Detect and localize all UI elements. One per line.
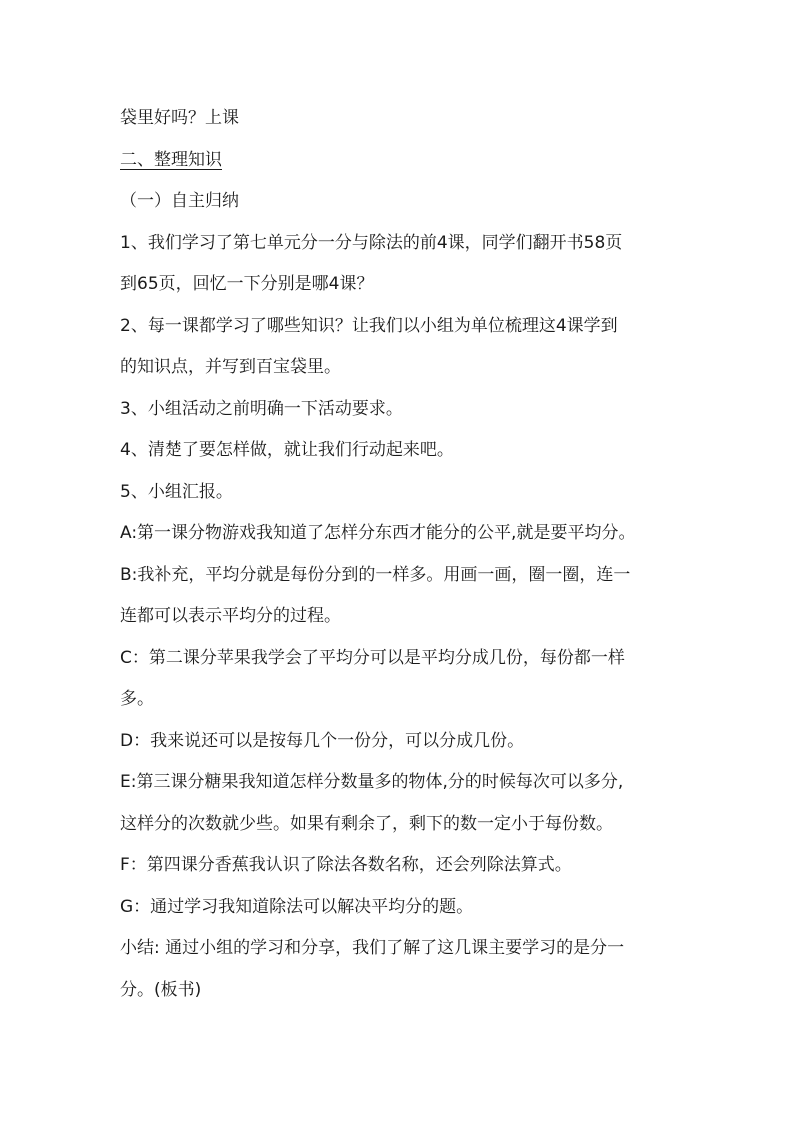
text-line: B:我补充，平均分就是每份分到的一样多。用画一画，圈一圈，连一 [120,564,631,585]
text-line: 这样分的次数就少些。如果有剩余了，剩下的数一定小于每份数。 [120,813,613,834]
summary-line: 分。(板书) [120,979,202,1000]
text-line: 4、清楚了要怎样做，就让我们行动起来吧。 [120,440,454,460]
text-line: A:第一课分物游戏我知道了怎样分东西才能分的公平,就是要平均分。 [120,523,636,543]
text-line: G：通过学习我知道除法可以解决平均分的题。 [120,896,474,917]
text-line: 连都可以表示平均分的过程。 [120,606,341,626]
text-line: 多。 [120,689,154,709]
text-line: C：第二课分苹果我学会了平均分可以是平均分成几份，每份都一样 [120,647,625,668]
text-line: 的知识点，并写到百宝袋里。 [120,357,341,377]
text-line: 3、小组活动之前明确一下活动要求。 [120,398,403,419]
text-line: D：我来说还可以是按每几个一份分，可以分成几份。 [120,730,525,751]
text-line: 5、小组汇报。 [120,481,233,502]
section-heading [120,140,690,182]
subsection-heading: （一）自主归纳 [120,191,239,211]
text-line: 到65页，回忆一下分别是哪4课？ [120,274,374,294]
text-line: 袋里好吗？上课 [120,108,239,128]
text-line: 1、我们学习了第七单元分一分与除法的前4课，同学们翻开书58页 [120,232,623,253]
section-heading-text: 二、整理知识 [120,149,222,170]
text-line: F：第四课分香蕉我认识了除法各数名称，还会列除法算式。 [120,855,572,875]
summary-line: 小结: 通过小组的学习和分享，我们了解了这几课主要学习的是分一 [120,938,625,958]
document-body [120,98,690,1011]
text-line: E:第三课分糖果我知道怎样分数量多的物体,分的时候每次可以多分, [120,772,624,792]
text-line: 2、每一课都学习了哪些知识？让我们以小组为单位梳理这4课学到 [120,315,618,336]
